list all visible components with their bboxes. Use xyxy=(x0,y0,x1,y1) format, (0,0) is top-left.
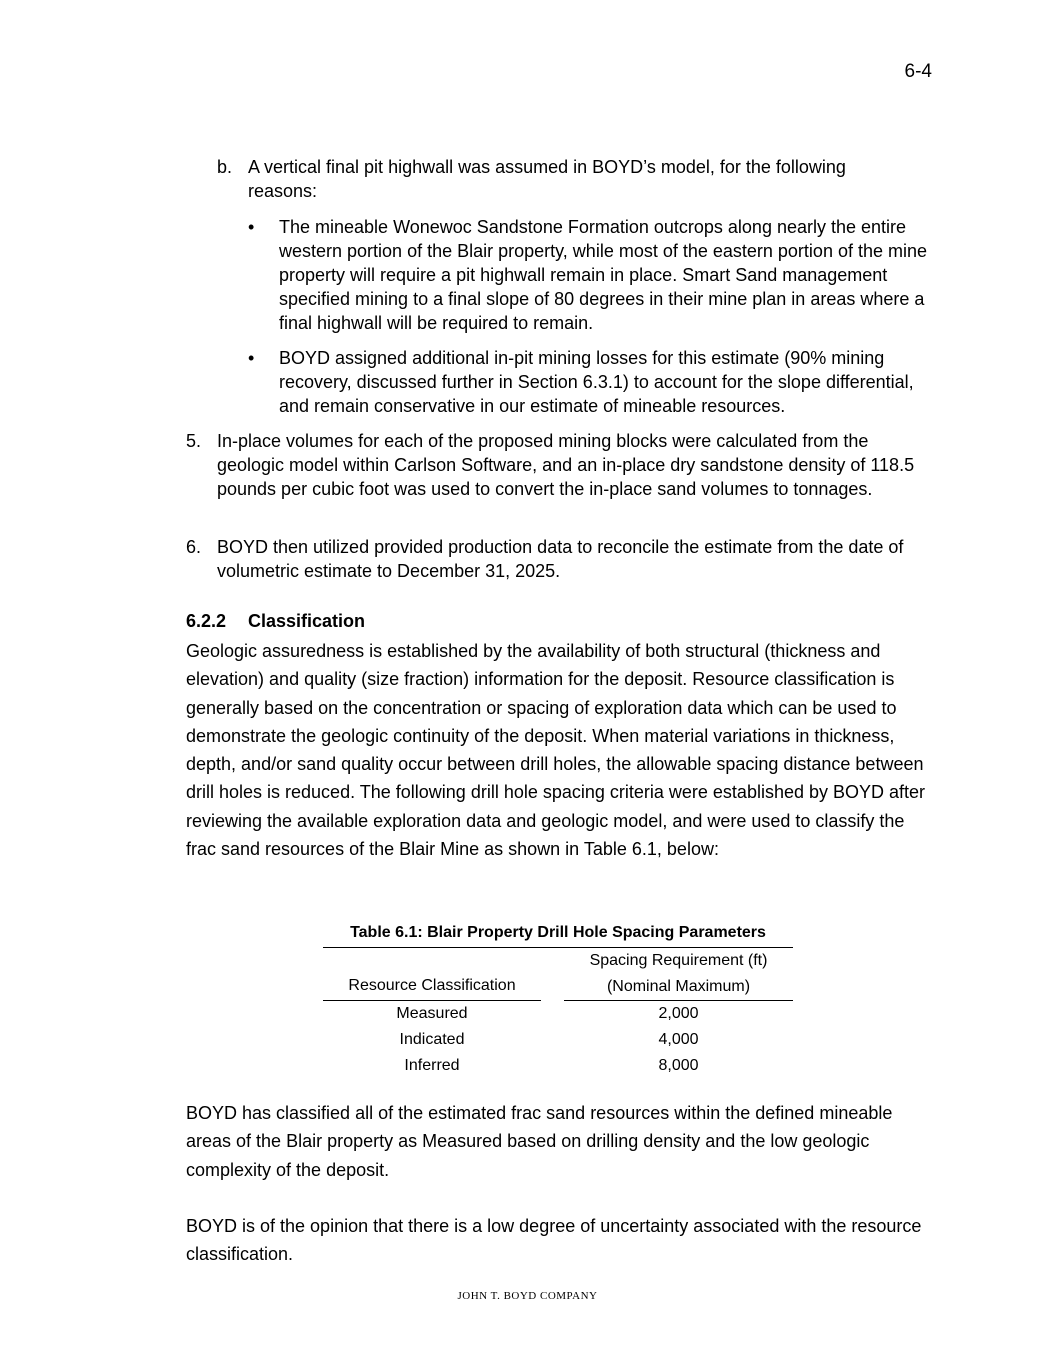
list-marker: 6. xyxy=(186,537,202,557)
section-number: 6.2.2 xyxy=(186,611,227,631)
footer-company: JOHN T. BOYD COMPANY xyxy=(457,1290,598,1302)
list-marker: 5. xyxy=(186,431,202,451)
header-spacing-line2: (Nominal Maximum) xyxy=(606,978,751,995)
list-text: A vertical final pit highwall was assumed in BOYD’s model, for the following reasons: xyxy=(248,157,846,201)
page-number: 6-4 xyxy=(904,61,932,82)
cell-classification: Indicated xyxy=(399,1031,465,1048)
bullet-icon: • xyxy=(248,217,255,237)
table-row xyxy=(323,1027,793,1053)
uncertainty-paragraph: BOYD is of the opinion that there is a low degree of uncertainty associated with the resource classification. xyxy=(186,1216,922,1265)
list-marker: b. xyxy=(217,157,233,177)
section-heading xyxy=(186,611,365,632)
bullet-item xyxy=(248,346,938,418)
bullet-text: BOYD assigned additional in-pit mining losses for this estimate (90% mining recovery, discussed further in Section 6.3.1) to account for the slope differential, and remain conservative in our estimate of mineable resources. xyxy=(279,348,914,416)
header-spacing-line1: Spacing Requirement (ft) xyxy=(589,952,768,969)
numbered-item-5 xyxy=(186,429,936,501)
header-resource-classification: Resource Classification xyxy=(323,948,541,1001)
numbered-item-6 xyxy=(186,535,936,583)
bullet-item xyxy=(248,215,938,335)
measured-paragraph: BOYD has classified all of the estimated frac sand resources within the defined mineable areas of the Blair property as Measured based on drilling density and the low geologic complexity of the deposit. xyxy=(186,1103,893,1180)
classification-paragraph: Geologic assuredness is established by the availability of both structural (thickness and elevation) and quality (size fraction) information for the deposit. Resource classification is generally based on the concentration or spacing of exploration data which can be used to demonstrate the geologic continuity of the deposit. When material variations in thickness, depth, and/or sand quality occur between drill holes, the allowable spacing distance between drill holes is reduced. The following drill hole spacing criteria were established by BOYD after reviewing the available exploration data and geologic model, and were used to classify the frac sand resources of the Blair Mine as shown in Table 6.1, below: xyxy=(186,641,926,860)
cell-spacing: 4,000 xyxy=(658,1031,699,1048)
list-item-b xyxy=(217,155,907,203)
list-text: In-place volumes for each of the proposed mining blocks were calculated from the geologic model within Carlson Software, and an in-place dry sandstone density of 118.5 pounds per cubic foot was used to convert the in-place sand volumes to tonnages. xyxy=(217,431,915,499)
table-header-row xyxy=(323,948,793,1001)
bullet-icon: • xyxy=(248,348,255,368)
list-text: BOYD then utilized provided production data to reconcile the estimate from the date of volumetric estimate to December 31, 2025. xyxy=(217,537,904,581)
bullet-text: The mineable Wonewoc Sandstone Formation outcrops along nearly the entire western portion of the Blair property, while most of the eastern portion of the mine property will require a pit highwall remain in place. Smart Sand management specified mining to a final slope of 80 degrees in their mine plan in areas where a final highwall will be required to remain. xyxy=(279,217,927,333)
table-caption: Table 6.1: Blair Property Drill Hole Spacing Parameters xyxy=(323,921,793,948)
header-spacing-requirement xyxy=(564,948,793,1001)
table-row xyxy=(323,1053,793,1079)
section-title: Classification xyxy=(248,611,366,631)
cell-spacing: 8,000 xyxy=(658,1057,699,1074)
table-row xyxy=(323,1001,793,1027)
cell-classification: Inferred xyxy=(404,1057,460,1074)
cell-spacing: 2,000 xyxy=(658,1005,699,1022)
spacing-table xyxy=(323,921,793,1079)
cell-classification: Measured xyxy=(396,1005,468,1022)
